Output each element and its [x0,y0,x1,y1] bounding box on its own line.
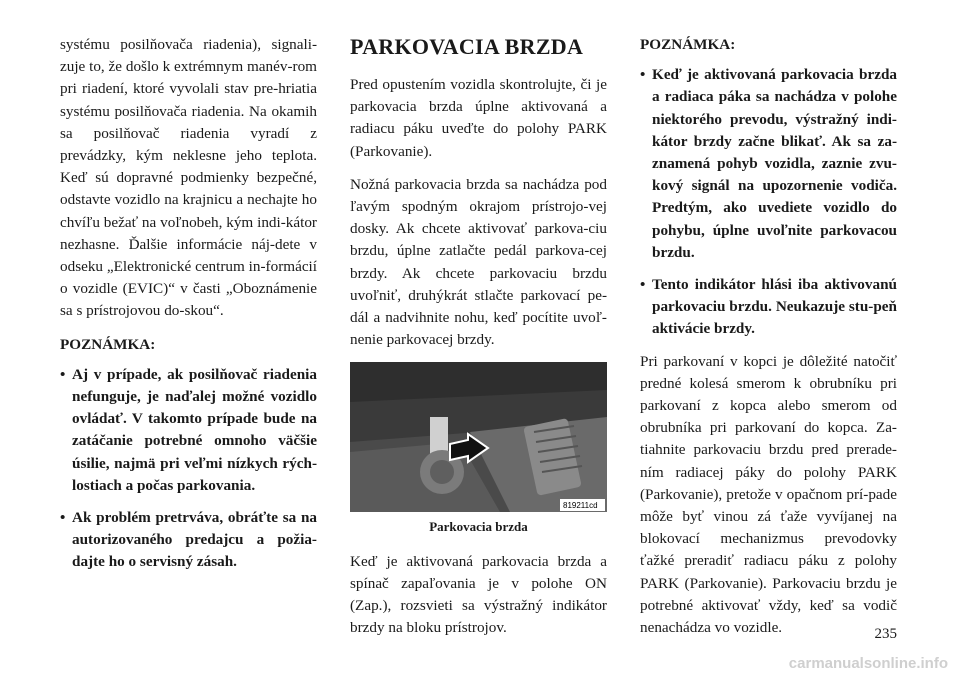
parking-brake-illustration [350,362,607,512]
figure-caption: Parkovacia brzda [429,519,528,535]
page-number: 235 [874,626,897,642]
paragraph: Pred opustením vozidla skontrolujte, či je parkovacia brzda úplne aktivovaná a radiacu páku uveďte do polohy PARK (Parkovanie). [350,76,607,160]
paragraph: Keď je aktivovaná parkovacia brzda a spínač zapaľovania je v polohe ON (Zap.), rozsvieti sa výstražný indikátor brzdy na bloku prístrojov. [350,552,607,637]
note-title: POZNÁMKA: [640,36,736,53]
column-middle [350,34,607,650]
paragraph: Pri parkovaní v kopci je dôležité natočiť predné kolesá smerom k obrubníku pri parkovaní z kopca alebo smerom od obrubníka pri parkovaní do kopca. Za-tiahnite parkovaciu brzdu pred prerade-ním radiacej páky do polohy PARK (Parkovanie), pretože v opačnom prí-pade môže byť vinou zá ťaže vyvíjanej na blokovací mechanizmus prevodovky ťažké preradiť radiacu páku z polohy PARK (Parkovanie). Parkovaciu brzdu je potrebné aktivovať vždy, keď sa vodič nenachádza vo vozidle. [640,352,897,637]
watermark: carmanualsonline.info [788,655,948,672]
section-heading: PARKOVACIA BRZDA [350,34,584,59]
note-item: • Keď je aktivovaná parkovacia brzda a radiaca páka sa nachádza v polohe niektorého prevodu, výstražný indi-kátor brzdy začne blikať. Ak sa za-znamená pohyb vozidla, zaznie zvu-kový signál na upozornenie vodiča. Predtým, ako uvediete vozidlo do pohybu, úplne uvoľnite parkovacou brzdu. [640,64,897,264]
note-item: • Aj v prípade, ak posilňovač riadenia nefunguje, je naďalej možné vozidlo ovládať. V takomto prípade bude na zatáčanie potrebné omnoho väčšie úsilie, najmä pri veľmi nízkych rých-lostiach a počas parkovania. [60,364,317,497]
intro-paragraph: systému posilňovača riadenia), signali-zuje to, že došlo k extrémnym manév-rom pri riadení, ktoré vyvolali stav pre-hriatia systému posilňovača riadenia. Na okamih sa posilňovač riadenia vyradí z prevádzky, kým neklesne jeho teplota. Keď sú dopravné podmienky bezpečné, odstavte vozidlo na krajnicu a nechajte ho chvíľu bežať na voľnobeh, kým indi-kátor nezhasne. Ďalšie informácie náj-dete v odseku „Elektronické centrum in-formácií o vozidle (EVIC)“ v časti „Oboznámenie sa s prístrojovou do-skou“. [60,36,317,320]
note-list [640,64,897,340]
note-item: • Tento indikátor hlási iba aktivovanú parkovaciu brzdu. Neukazuje stu-peň aktivácie brzdy. [640,274,897,341]
note-title: POZNÁMKA: [60,335,156,353]
parking-brake-figure [350,362,607,512]
note-item: • Ak problém pretrváva, obráťte sa na autorizovaného predajcu a požia-dajte ho o servisný zásah. [60,507,317,574]
column-left [60,34,317,584]
note-list [60,364,317,574]
figure-code: 819211cd [563,501,598,511]
column-right [640,34,897,650]
paragraph: Nožná parkovacia brzda sa nachádza pod ľavým spodným okrajom prístrojo-vej dosky. Ak chcete aktivovať parkova-ciu brzdu, úplne zatlačte pedál parkova-cej brzdy. Ak chcete parkovaciu brzdu uvoľniť, druhýkrát stlačte parkovací pe-dál a nadvihnite nohu, keď pocítite uvoľ-nenie parkovacej brzdy. [350,175,607,349]
